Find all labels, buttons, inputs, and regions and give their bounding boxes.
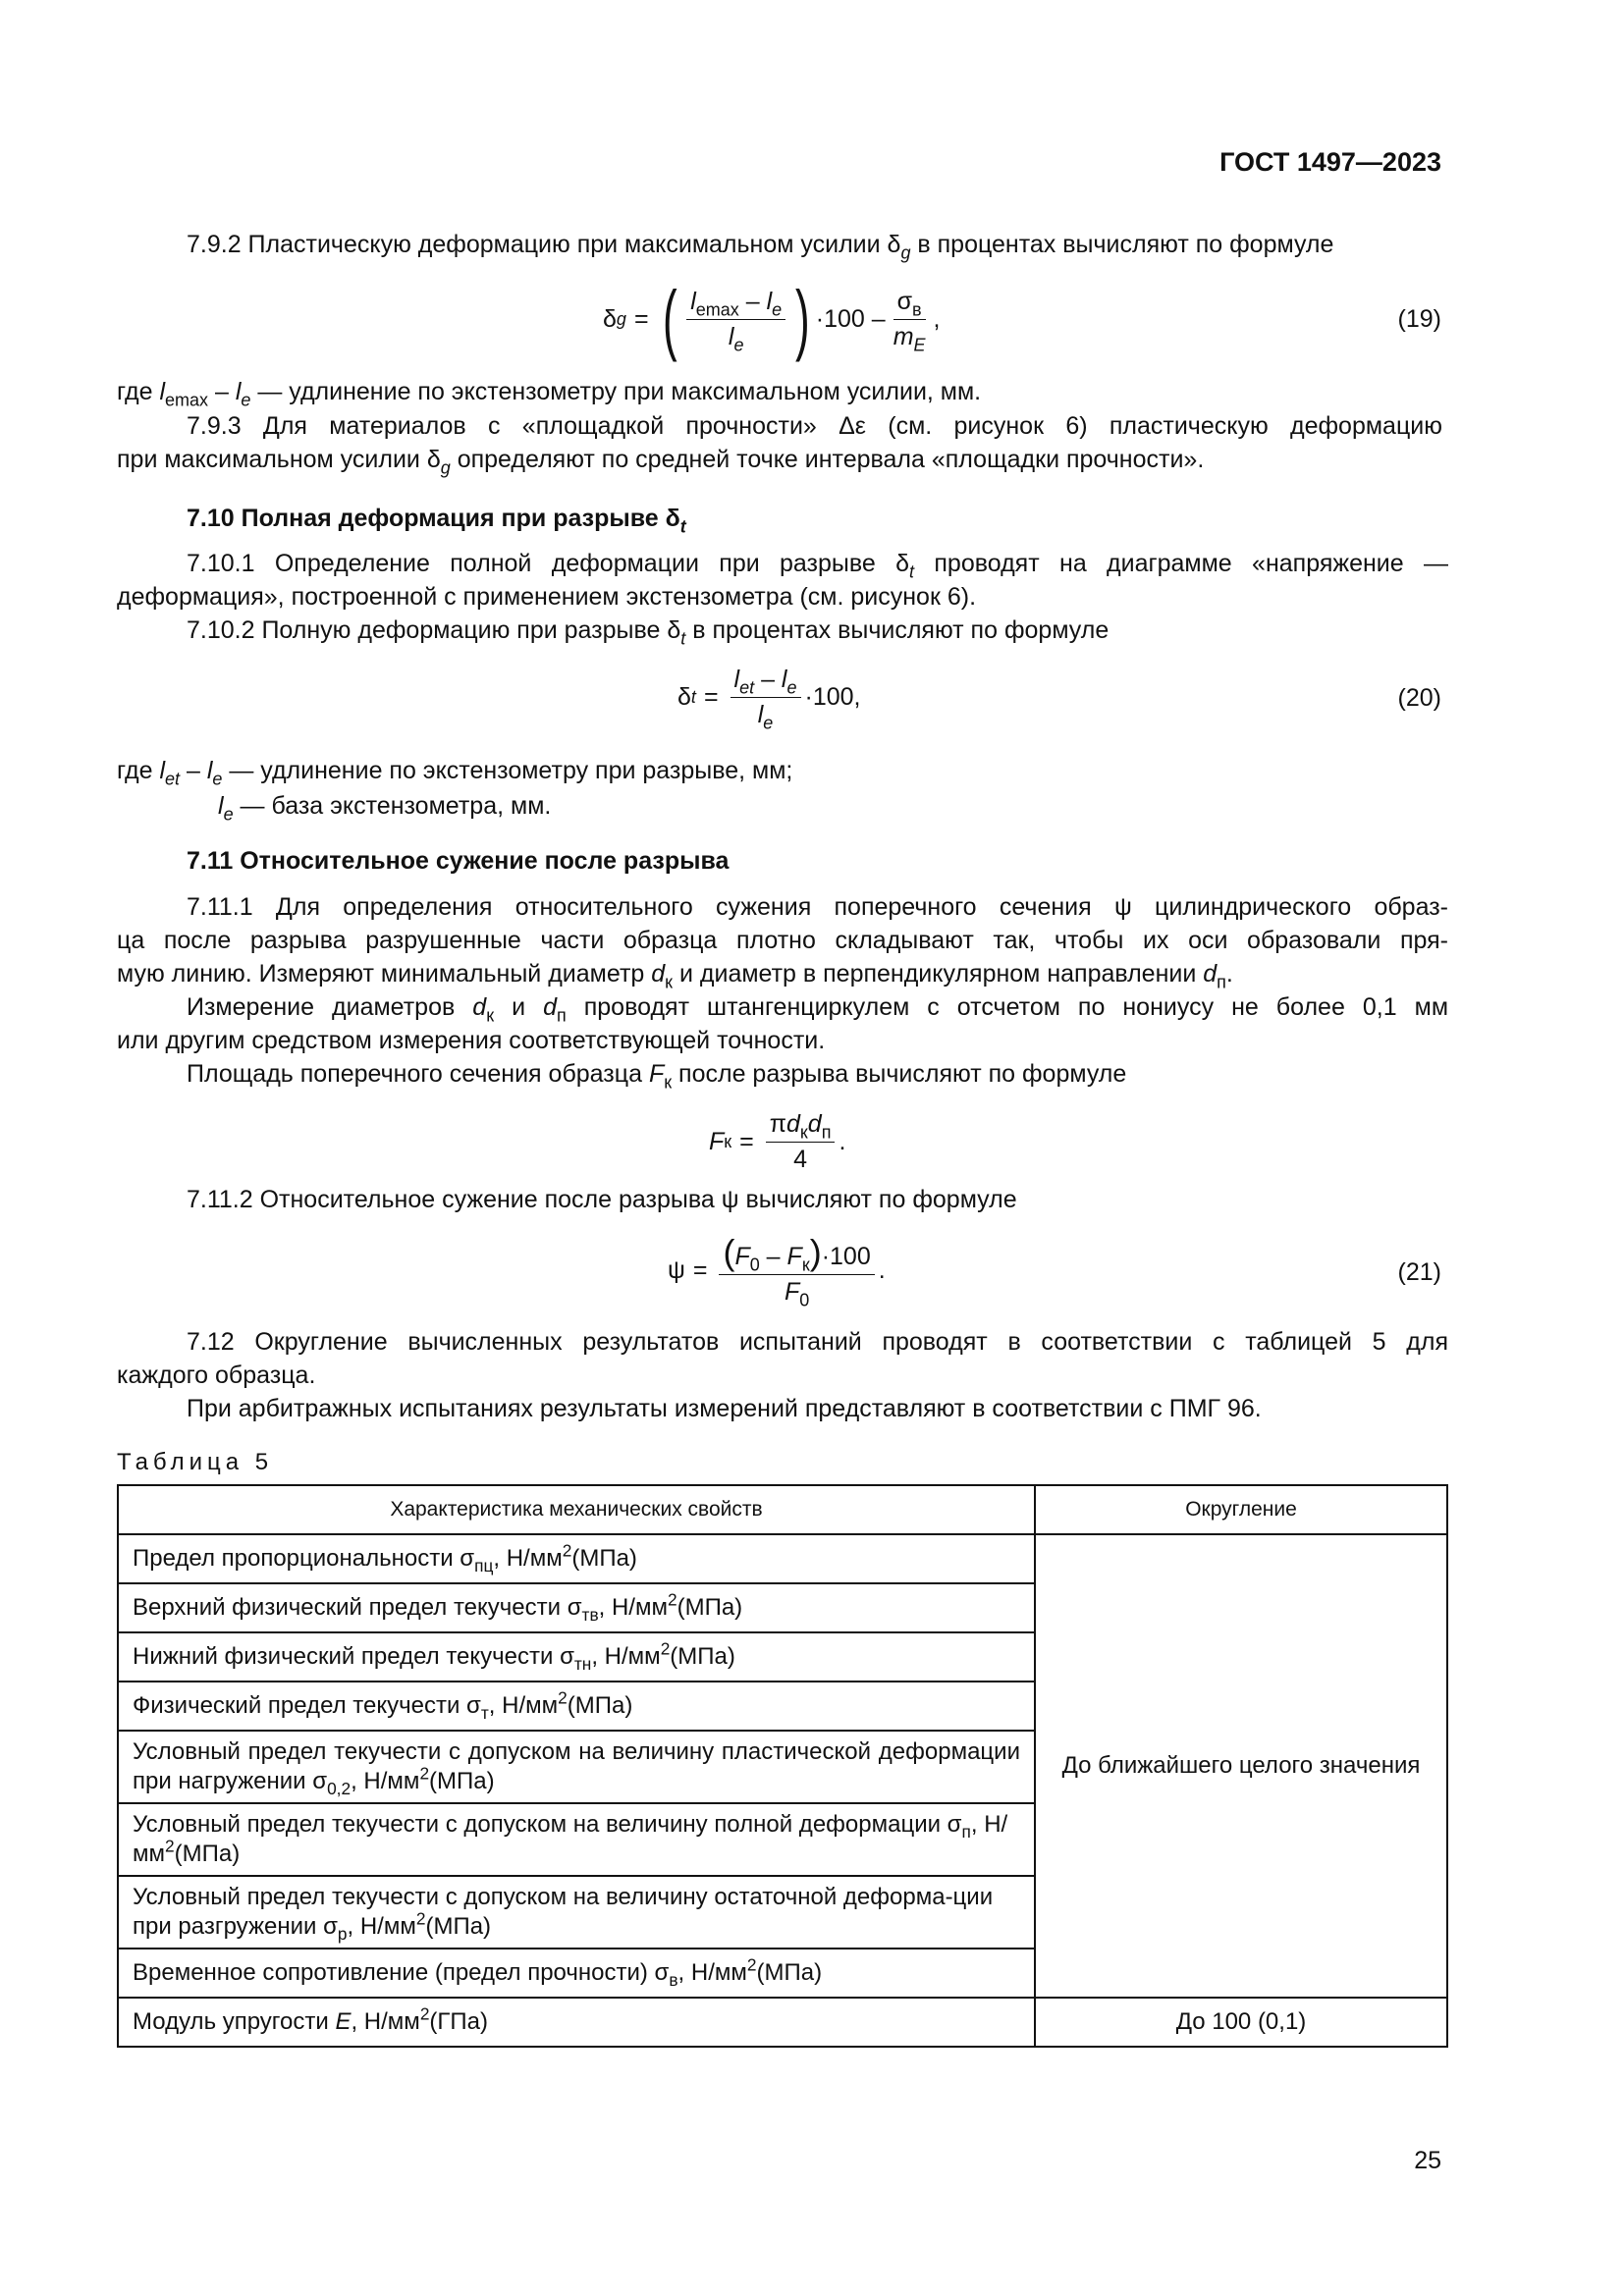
measurement-line2: или другим средством измерения соответствующей точности.: [117, 1027, 826, 1054]
table-caption: Таблица 5: [117, 1449, 274, 1475]
formula-area: F к = $\frac{\pi d_кd_п}{4}$ .: [709, 1109, 846, 1173]
paragraph-7-9-3-line2: при максимальном усилии $\delta_g$ определяют по средней точке интервала «площадки прочности».: [117, 446, 1205, 478]
paragraph-7-9-2: 7.9.2 Пластическую деформацию при максимальном усилии $\delta_g$ в процентах вычисляют по формуле: [187, 231, 1334, 263]
equation-number-21: (21): [1397, 1258, 1441, 1286]
paragraph-7-11-2: 7.11.2 Относительное сужение после разрыва ψ вычисляют по формуле: [187, 1186, 1017, 1213]
fraction-19-b: $\frac{\sigma_в}{m_E}$: [893, 287, 926, 354]
right-paren: ): [795, 275, 810, 362]
paragraph-7-11-1-line1: 7.11.1 Для определения относительного сужения поперечного сечения ψ цилиндрического образ-: [187, 893, 1448, 921]
paragraph-7-10-2: 7.10.2 Полную деформацию при разрыве $\delta_t$ в процентах вычисляют по формуле: [187, 616, 1110, 649]
where-20-line2: $l_e$ — база экстензометра, мм.: [218, 792, 552, 825]
paragraph-7-12-line2: каждого образца.: [117, 1362, 316, 1389]
formula-19: δ g = ( $\frac{l_{emax} - l_e}{l_e}$ ) ·100 – $\frac{\sigma_в}{m_E}$ ,: [603, 275, 941, 362]
paragraph-7-10-1-line1: 7.10.1 Определение полной деформации при разрыве $\delta_t$ проводят на диаграмме «напряжение —: [187, 550, 1448, 582]
paragraph-7-11-1-line3: мую линию. Измеряют минимальный диаметр $d_к$ и диаметр в перпендикулярном направлении $d_п$.: [117, 960, 1233, 992]
table-cell-property: Физический предел текучести $\sigma_т$, $Н/мм^2(МПа)$: [118, 1682, 1035, 1731]
table-cell-rounding-modulus: До 100 (0,1): [1035, 1998, 1447, 2047]
table-cell-property: Условный предел текучести с допуском на величину пластической деформации при нагружении $\sigma_{0,2}$, $Н/мм^2(МПа)$: [118, 1731, 1035, 1803]
fraction-20: $\frac{l_{et} - l_e}{l_e}$: [731, 666, 801, 729]
table-row: [118, 1534, 1447, 1583]
paragraph-7-9-3-line1: 7.9.3 Для материалов с «площадкой прочности» Δε (см. рисунок 6) пластическую деформацию: [187, 412, 1442, 440]
fraction-area: $\frac{\pi d_кd_п}{4}$: [766, 1110, 836, 1174]
where-19: где $l_{emax} - l_e$ — удлинение по экстензометру при максимальном усилии, мм.: [117, 378, 982, 410]
table-cell-property: Верхний физический предел текучести $\sigma_{тв}$, $Н/мм^2(МПа)$: [118, 1583, 1035, 1632]
table-cell-property: Условный предел текучести с допуском на величину остаточной деформа-ции при разгружении $\sigma_р$, $Н/мм^2(МПа)$: [118, 1876, 1035, 1949]
table-cell-property: Предел пропорциональности $\sigma_{пц}$, $Н/мм^2(МПа)$: [118, 1534, 1035, 1583]
paragraph-arbitration: При арбитражных испытаниях результаты измерений представляют в соответствии с ПМГ 96.: [187, 1395, 1262, 1422]
table-row: [118, 1998, 1447, 2047]
paragraph-7-11-1-line2: ца после разрыва разрушенные части образца плотно складывают так, чтобы их оси образовали пря-: [117, 927, 1448, 954]
formula-20: δ t = $\frac{l_{et} - l_e}{l_e}$ ·100,: [677, 665, 861, 732]
paragraph-7-12-line1: 7.12 Округление вычисленных результатов испытаний проводят в соответствии с таблицей 5 для: [187, 1328, 1448, 1356]
table-5: [117, 1484, 1448, 2048]
table-header-characteristic: Характеристика механических свойств: [118, 1485, 1035, 1534]
page-number: 25: [1414, 2147, 1441, 2174]
table-cell-property: Условный предел текучести с допуском на величину полной деформации $\sigma_п$, $Н/мм^2(МПа)$: [118, 1803, 1035, 1876]
where-20-line1: где $l_{et} - l_e$ — удлинение по экстензометру при разрыве, мм;: [117, 757, 793, 789]
equation-number-20: (20): [1397, 684, 1441, 712]
table-header-rounding: Округление: [1035, 1485, 1447, 1534]
table-cell-property: Временное сопротивление (предел прочности) $\sigma_в$, $Н/мм^2(МПа)$: [118, 1949, 1035, 1998]
left-paren: (: [662, 275, 677, 362]
measurement-line1: Измерение диаметров $d_к$ и $d_п$ проводят штангенциркулем с отсчетом по нониусу не более 0,1 мм: [187, 993, 1449, 1026]
document-id-header: ГОСТ 1497—2023: [1219, 147, 1441, 177]
table-cell-property: Модуль упругости E, $Н/мм^2(ГПа)$: [118, 1998, 1035, 2047]
section-heading-7-10: 7.10 Полная деформация при разрыве $\delta_t$: [187, 505, 686, 537]
area-paragraph: Площадь поперечного сечения образца $F_к$ после разрыва вычисляют по формуле: [187, 1060, 1127, 1093]
fraction-19-a: $\frac{l_{emax} - l_e}{l_e}$: [686, 288, 785, 351]
section-heading-7-11: 7.11 Относительное сужение после разрыва: [187, 847, 730, 875]
table-cell-property: Нижний физический предел текучести $\sigma_{тн}$, $Н/мм^2(МПа)$: [118, 1632, 1035, 1682]
formula-21: ψ = $\frac{(F_0 - F_к)\cdot 100}{F_0}$ .: [668, 1231, 886, 1309]
fraction-21: $\frac{(F_0 - F_к)\cdot 100}{F_0}$: [719, 1235, 874, 1307]
table-header-row: [118, 1485, 1447, 1534]
paragraph-7-10-1-line2: деформация», построенной с применением экстензометра (см. рисунок 6).: [117, 583, 977, 611]
table-cell-rounding-main: До ближайшего целого значения: [1035, 1534, 1447, 1998]
equation-number-19: (19): [1397, 305, 1441, 333]
